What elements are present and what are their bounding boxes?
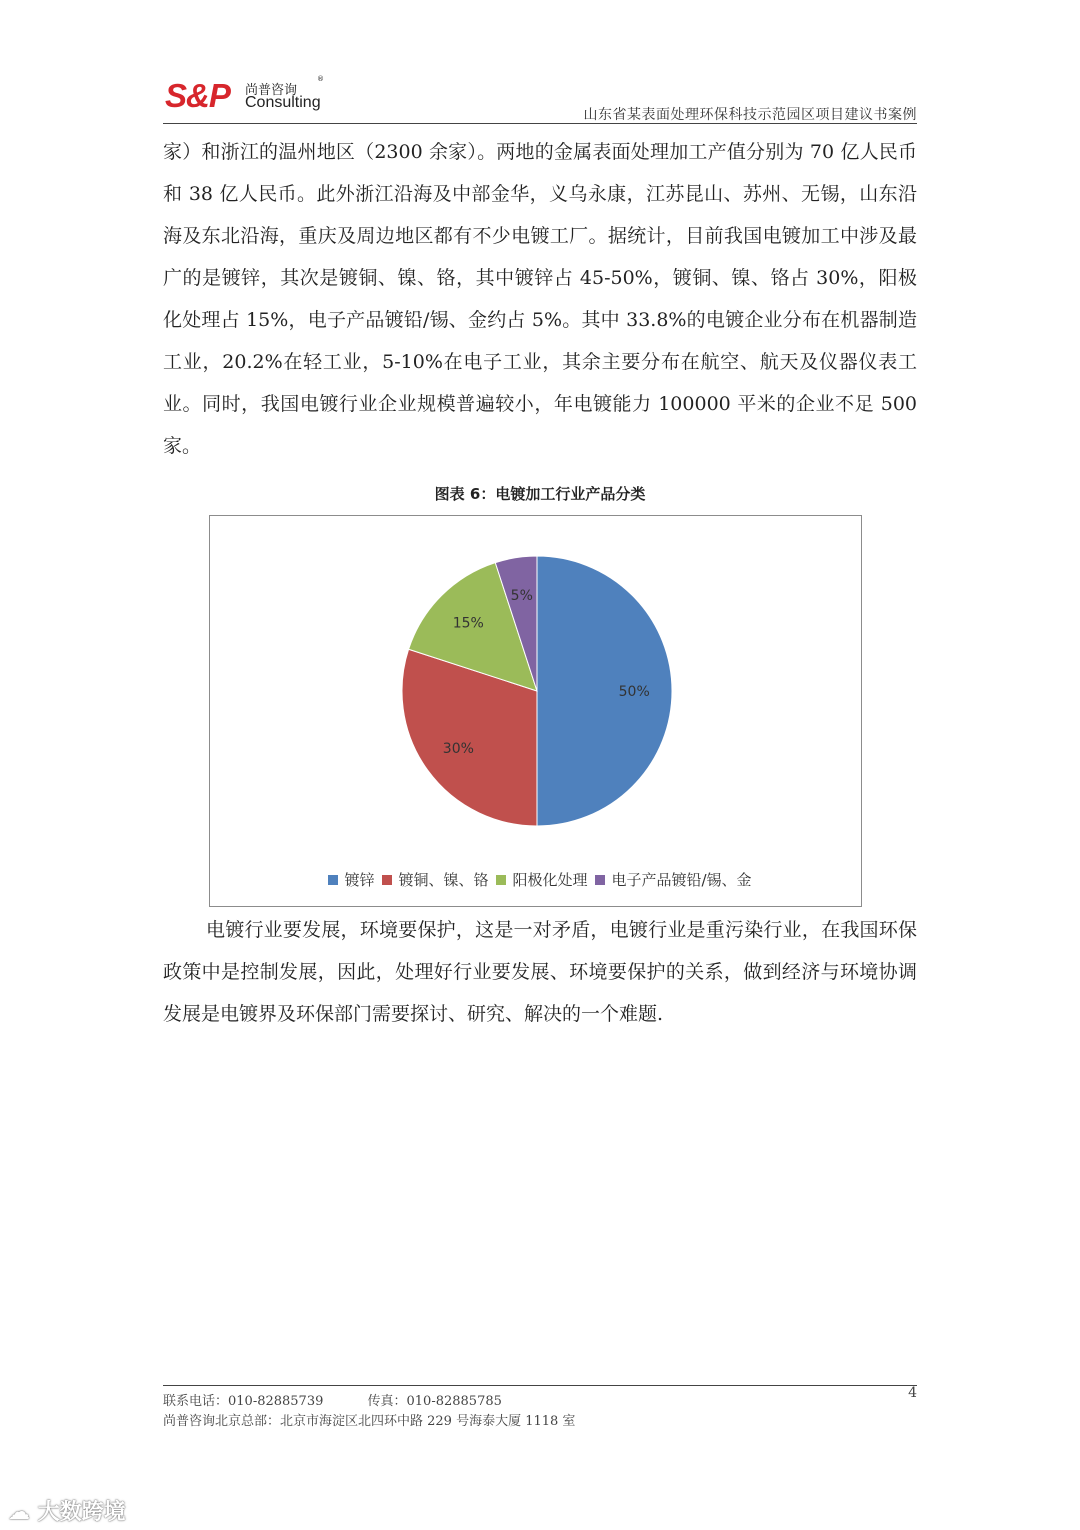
logo-registered-mark: ®: [317, 75, 324, 83]
footer-contact: [163, 1390, 502, 1409]
pie-chart-frame: [209, 515, 862, 907]
pie-label-anodizing: 15%: [452, 615, 484, 632]
document-title: 山东省某表面处理环保科技示范园区项目建议书案例: [583, 107, 917, 123]
legend-swatch: [496, 875, 506, 885]
watermark-text: 大数跨境: [37, 1500, 126, 1525]
legend-item-copper-nickel-chrome: [382, 869, 488, 890]
legend-item-zinc: [328, 869, 374, 890]
logo-english-name: Consulting: [245, 94, 321, 111]
footer-fax: 传真：010-82885785: [367, 1394, 502, 1409]
legend-swatch: [328, 875, 338, 885]
legend-label: 阳极化处理: [512, 871, 588, 889]
footer-phone: 联系电话：010-82885739: [163, 1394, 324, 1409]
page-number: 4: [908, 1385, 917, 1401]
legend-item-electronics-lead-tin-gold: [595, 869, 751, 890]
body-paragraph-1: 家）和浙江的温州地区（2300 余家）。两地的金属表面处理加工产值分别为 70 亿人民币和 38 亿人民币。此外浙江沿海及中部金华，义乌永康，江苏昆山、苏州、无锡，山东沿海及东北沿海，重庆及周边地区都有不少电镀工厂。据统计，目前我国电镀加工中涉及最广的是镀锌，其次是镀铜、镍、铬，其中镀锌占 45-50%，镀铜、镍、铬占 30%，阳极化处理占 15%，电子产品镀铅/锡、金约占 5%。其中 33.8%的电镀企业分布在机器制造工业，20.2%在轻工业，5-10%在电子工业，其余主要分布在航空、航天及仪器仪表工业。同时，我国电镀行业企业规模普遍较小，年电镀能力 100000 平米的企业不足 500 家。: [163, 141, 917, 457]
footer-address: 尚普咨询北京总部：北京市海淀区北四环中路 229 号海泰大厦 1118 室: [163, 1414, 576, 1429]
company-logo: [165, 75, 365, 120]
logo-mark: S&P: [165, 77, 230, 114]
legend-label: 镀锌: [344, 871, 375, 889]
chat-bubble-icon: ☁: [8, 1500, 30, 1525]
pie-slice-zinc: [537, 556, 672, 826]
watermark: [8, 1495, 126, 1526]
pie-label-electronics-lead-tin-gold: 5%: [510, 587, 533, 604]
legend-label: 镀铜、镍、铬: [398, 871, 489, 889]
figure-caption: 图表 6：电镀加工行业产品分类: [434, 485, 646, 503]
legend-label: 电子产品镀铅/锡、金: [611, 871, 752, 889]
pie-label-zinc: 50%: [618, 684, 650, 700]
legend-swatch: [595, 875, 605, 885]
body-paragraph-2: 电镀行业要发展，环境要保护，这是一对矛盾，电镀行业是重污染行业，在我国环保政策中是控制发展，因此，处理好行业要发展、环境要保护的关系，做到经济与环境协调发展是电镀界及环保部门需要探讨、研究、解决的一个难题.: [163, 919, 917, 1025]
legend-item-anodizing: [496, 869, 587, 890]
pie-chart: [210, 516, 861, 906]
pie-label-copper-nickel-chrome: 30%: [442, 741, 474, 758]
footer-divider: [163, 1385, 917, 1386]
header-divider: [163, 123, 917, 124]
legend-swatch: [382, 875, 392, 885]
logo-chinese-name: 尚普咨询: [245, 83, 298, 98]
chart-legend: [0, 869, 1080, 890]
